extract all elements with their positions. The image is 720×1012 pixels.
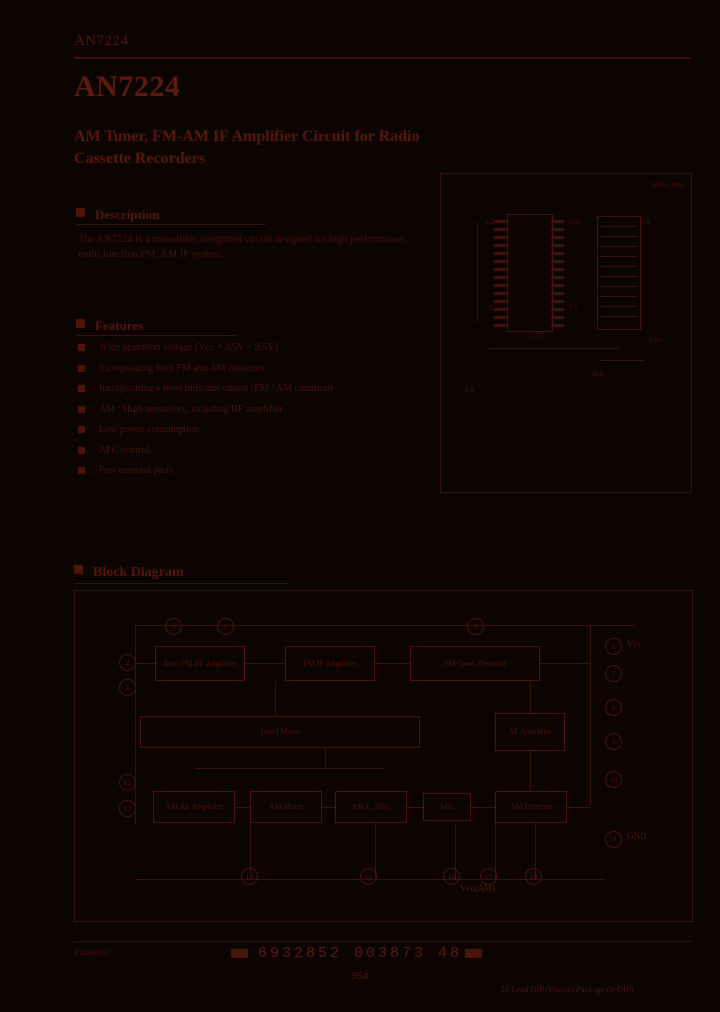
list-item: AM : High sensitivity, including RF amplifier <box>78 403 418 417</box>
block-fm-quad-detector: FM Quad. Detector <box>410 646 540 681</box>
list-item: Wide operation voltage (Vcc = 3.5V ~ 9.5V) <box>78 341 418 355</box>
block-fm-if-amplifier: FM IF Amplifier <box>285 646 375 681</box>
description-underline <box>76 224 266 225</box>
package-dim-label: 3.2 <box>485 218 494 226</box>
list-item: Incorporating both FM and AM detectors <box>78 362 418 376</box>
page-subtitle: AM Tuner, FM-AM IF Amplifier Circuit for Radio Cassette Recorders <box>74 128 420 167</box>
block-diagram-heading <box>74 565 184 581</box>
pin-5: 5 <box>217 618 234 635</box>
footer-brand: Panasonic <box>74 947 111 957</box>
block-diagram <box>74 590 693 922</box>
package-dim-label: 5.0 <box>641 218 650 226</box>
gnd-label: GND <box>627 831 647 841</box>
features-list <box>78 341 418 485</box>
block-am-mixer: AM Mixer <box>250 791 322 823</box>
description-heading <box>76 207 159 223</box>
package-dim-label: 0.5 <box>489 304 498 312</box>
block-agc: AGC <box>423 793 471 821</box>
package-dim-label: 0.25 <box>649 336 662 344</box>
pin-11: 11 <box>605 831 622 848</box>
pin-12: 12 <box>119 774 136 791</box>
package-dim-label: 30.0 <box>591 370 604 378</box>
package-caption: 28 Lead DIP (Plastic) Package (S-DIP) <box>500 984 634 994</box>
pin-8: 8 <box>605 699 622 716</box>
pin-3: 3 <box>467 618 484 635</box>
package-dim-label: 7.62 <box>567 218 580 226</box>
list-item: AFC control <box>78 444 418 458</box>
pin-15: 15 <box>360 868 377 885</box>
barcode-block-left <box>231 949 248 958</box>
pin-7: 7 <box>605 665 622 682</box>
description-text: The AN7224 is a monolithic integrated circuit designed for high performance, multi function FM, AM IF system. <box>78 234 407 261</box>
pin-1: 1 <box>119 679 136 696</box>
pin-9: 9 <box>605 733 622 750</box>
list-item: Few external parts <box>78 464 418 478</box>
block-am-rf-amplifier: AM RF Amplifier <box>153 791 235 823</box>
bullet-square-icon <box>74 565 83 574</box>
block-am-local-oscillator: AM L. OSC <box>335 791 407 823</box>
features-heading <box>76 318 143 334</box>
package-dim-label: 9.0 <box>465 386 474 394</box>
barcode-block-right <box>465 949 482 958</box>
package-drawing-panel <box>440 173 692 493</box>
features-underline <box>76 335 236 336</box>
pin-6: 6 <box>605 638 622 655</box>
side-view-body <box>597 216 641 330</box>
vcc-label: Vcc <box>627 639 642 649</box>
block-level-meter: Level Meter <box>140 716 420 748</box>
pin-13: 13 <box>119 800 136 817</box>
block-am-detector: AM Detector <box>495 791 567 823</box>
pin-14: 14 <box>241 868 258 885</box>
description-heading-label: Description <box>95 207 160 222</box>
header-part-code: AN7224 <box>74 33 129 49</box>
features-heading-label: Features <box>95 318 144 333</box>
pin-17: 17 <box>480 868 497 885</box>
bullet-square-icon <box>76 319 85 328</box>
header-divider <box>74 57 691 59</box>
pin-4: 4 <box>165 618 182 635</box>
package-dim-label: 1.778 <box>529 332 545 340</box>
pin-16: 16 <box>443 868 460 885</box>
block-auto-fm-rf-amplifier: Auto FM RF Amplifier <box>155 646 245 681</box>
package-unit-label: Unit : mm <box>652 180 683 189</box>
block-af-amplifier: AF Amplifier <box>495 713 565 751</box>
pin-18: 18 <box>525 868 542 885</box>
block-diagram-underline <box>74 583 289 584</box>
page-title: AN7224 <box>74 70 181 103</box>
dip-package-body <box>507 214 553 332</box>
footer-divider <box>74 941 691 942</box>
vcc-am-label: Vcc(AM) <box>460 883 495 893</box>
block-diagram-heading-label: Block Diagram <box>93 565 184 580</box>
package-dim-label: 1.1 <box>569 302 578 310</box>
page-number: 954 <box>351 970 369 982</box>
pin-10: 10 <box>605 771 622 788</box>
bullet-square-icon <box>76 208 85 217</box>
list-item: Low power consumption <box>78 423 418 437</box>
footer-barcode-number: 6932852 003873 48 <box>258 945 463 962</box>
list-item: Incorporating a level indicator output (FM / AM common) <box>78 382 418 396</box>
pin-2: 2 <box>119 654 136 671</box>
